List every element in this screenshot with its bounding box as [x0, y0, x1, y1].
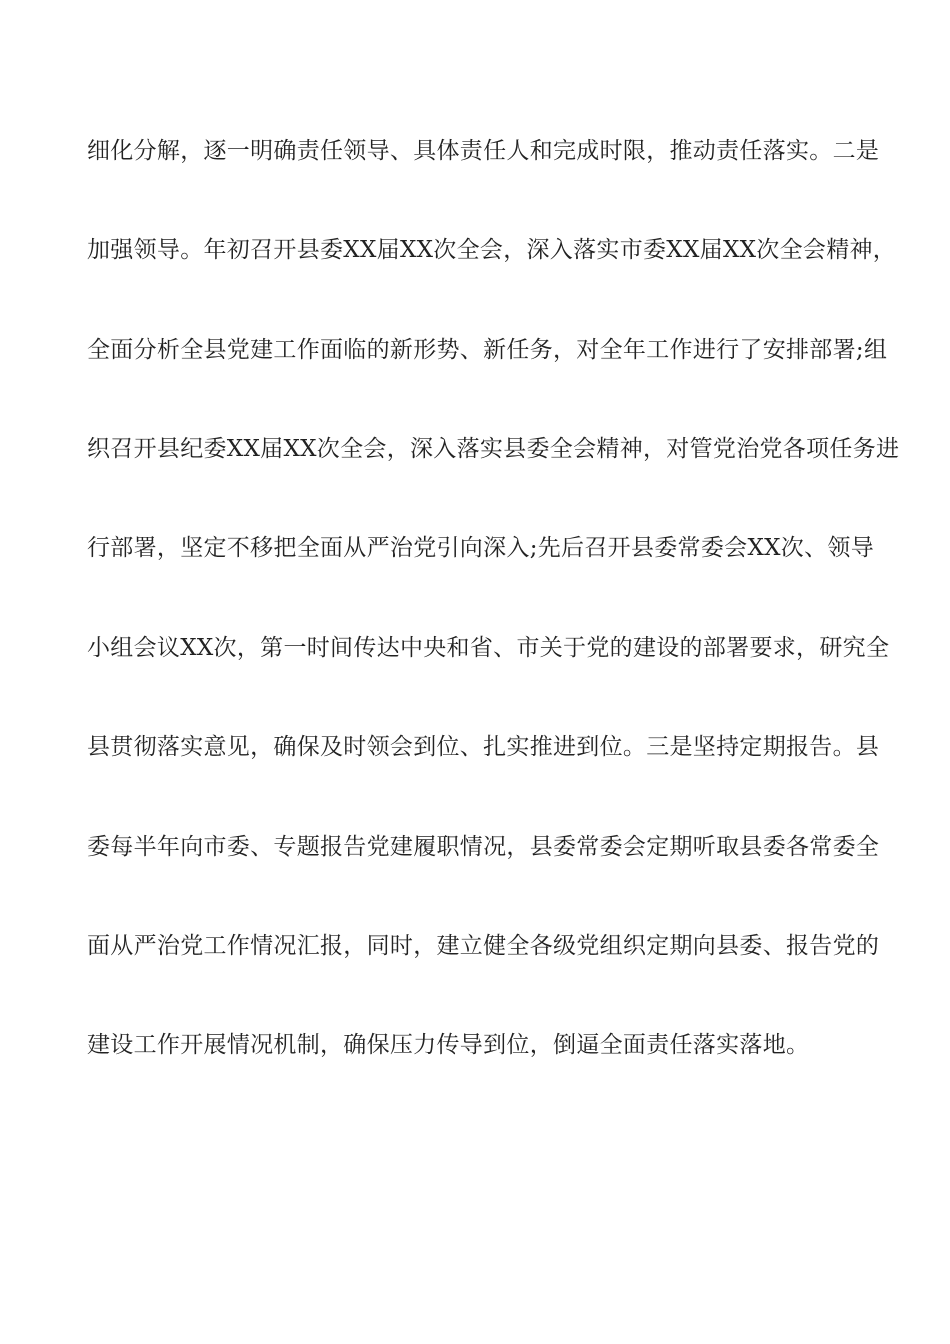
paragraph-line: 县贯彻落实意见，确保及时领会到位、扎实推进到位。三是坚持定期报告。县: [87, 734, 880, 760]
paragraph-line: 小组会议XX次，第一时间传达中央和省、市关于党的建设的部署要求，研究全: [87, 635, 890, 661]
paragraph-line: 织召开县纪委XX届XX次全会，深入落实县委全会精神，对管党治党各项任务进: [87, 436, 900, 462]
paragraph-line: 委每半年向市委、专题报告党建履职情况，县委常委会定期听取县委各常委全: [87, 834, 880, 860]
paragraph-line: 加强领导。年初召开县委XX届XX次全会，深入落实市委XX届XX次全会精神，: [87, 237, 897, 263]
paragraph-line: 细化分解，逐一明确责任领导、具体责任人和完成时限，推动责任落实。二是: [87, 138, 880, 164]
paragraph-line: 面从严治党工作情况汇报，同时，建立健全各级党组织定期向县委、报告党的: [87, 933, 880, 959]
paragraph-line: 全面分析全县党建工作面临的新形势、新任务，对全年工作进行了安排部署;组: [87, 337, 888, 363]
paragraph-line: 建设工作开展情况机制，确保压力传导到位，倒逼全面责任落实落地。: [87, 1032, 810, 1058]
paragraph-line: 行部署，坚定不移把全面从严治党引向深入;先后召开县委常委会XX次、领导: [87, 535, 874, 561]
